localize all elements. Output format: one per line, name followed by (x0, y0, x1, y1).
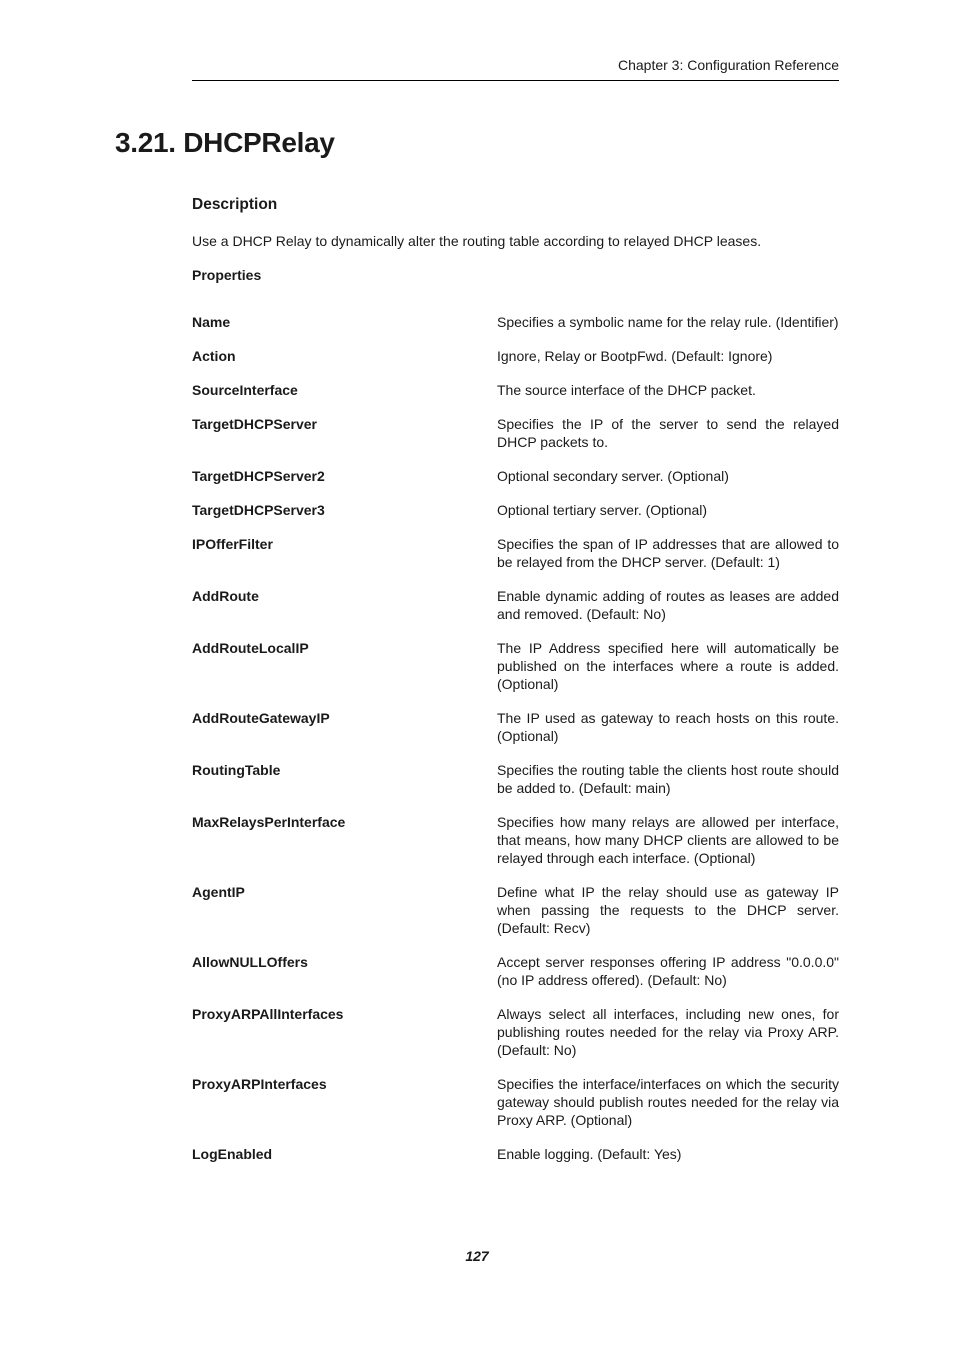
property-row-proxyarpallinterfaces (192, 1005, 839, 1059)
property-name: AddRouteGatewayIP (192, 710, 330, 726)
property-name: TargetDHCPServer2 (192, 468, 325, 484)
property-description: Accept server responses offering IP address "0.0.0.0" (no IP address offered). (Default: No) (497, 954, 839, 988)
property-description: Enable logging. (Default: Yes) (497, 1146, 682, 1162)
property-name: ProxyARPInterfaces (192, 1076, 327, 1092)
property-row-agentip (192, 883, 839, 937)
property-name: MaxRelaysPerInterface (192, 814, 346, 830)
header-divider (192, 80, 839, 81)
property-description: Optional tertiary server. (Optional) (497, 502, 708, 518)
property-name: TargetDHCPServer (192, 416, 318, 432)
property-name: Action (192, 348, 236, 364)
running-header: Chapter 3: Configuration Reference (617, 57, 839, 73)
property-row-maxrelaysperinterface (192, 813, 839, 867)
property-name: AddRouteLocalIP (192, 640, 309, 656)
property-description: Specifies a symbolic name for the relay rule. (Identifier) (497, 314, 839, 330)
property-row-addroute (192, 587, 839, 623)
property-row-targetdhcpserver (192, 415, 839, 451)
property-description: Define what IP the relay should use as gateway IP when passing the requests to the DHCP server. (Default: Recv) (497, 884, 839, 936)
property-description: Specifies the IP of the server to send the relayed DHCP packets to. (497, 416, 839, 450)
property-name: SourceInterface (192, 382, 298, 398)
property-description: The IP Address specified here will automatically be published on the interfaces where a route is added. (Optional) (497, 640, 839, 692)
property-description: Specifies the span of IP addresses that are allowed to be relayed from the DHCP server. (Default: 1) (497, 536, 839, 570)
properties-heading: Properties (192, 267, 262, 283)
description-heading: Description (192, 196, 278, 213)
description-text: Use a DHCP Relay to dynamically alter the routing table according to relayed DHCP leases. (192, 233, 762, 249)
property-description: Specifies the routing table the clients host route should be added to. (Default: main) (497, 762, 839, 796)
property-row-logenabled (192, 1145, 839, 1163)
property-description: The IP used as gateway to reach hosts on this route. (Optional) (497, 710, 839, 744)
property-name: Name (192, 314, 231, 330)
property-row-ipofferfilter (192, 535, 839, 571)
property-description: Specifies the interface/interfaces on which the security gateway should publish routes needed for the relay via Proxy ARP. (Optional) (497, 1076, 839, 1128)
section-title: 3.21. DHCPRelay (115, 127, 335, 158)
property-name: AllowNULLOffers (192, 954, 308, 970)
property-description: Specifies how many relays are allowed per interface, that means, how many DHCP clients are allowed to be relayed through each interface. (Optional) (497, 814, 839, 866)
properties-table (192, 313, 839, 1179)
property-row-addroutelocalip (192, 639, 839, 693)
property-row-allownulloffers (192, 953, 839, 989)
property-row-name (192, 313, 839, 331)
property-description: Enable dynamic adding of routes as leases are added and removed. (Default: No) (497, 588, 839, 622)
property-description: Always select all interfaces, including new ones, for publishing routes needed for the relay via Proxy ARP. (Default: No) (497, 1006, 839, 1058)
property-name: RoutingTable (192, 762, 281, 778)
property-row-targetdhcpserver2 (192, 467, 839, 485)
property-name: AgentIP (192, 884, 245, 900)
page-number: 127 (465, 1248, 489, 1264)
property-description: Ignore, Relay or BootpFwd. (Default: Ignore) (497, 348, 773, 364)
property-row-sourceinterface (192, 381, 839, 399)
property-name: ProxyARPAllInterfaces (192, 1006, 344, 1022)
property-row-routingtable (192, 761, 839, 797)
property-name: TargetDHCPServer3 (192, 502, 325, 518)
property-description: Optional secondary server. (Optional) (497, 468, 729, 484)
property-description: The source interface of the DHCP packet. (497, 382, 756, 398)
property-name: LogEnabled (192, 1146, 273, 1162)
property-name: AddRoute (192, 588, 259, 604)
property-row-addroutegatewayip (192, 709, 839, 745)
property-name: IPOfferFilter (192, 536, 273, 552)
property-row-targetdhcpserver3 (192, 501, 839, 519)
property-row-proxyarpinterfaces (192, 1075, 839, 1129)
property-row-action (192, 347, 839, 365)
